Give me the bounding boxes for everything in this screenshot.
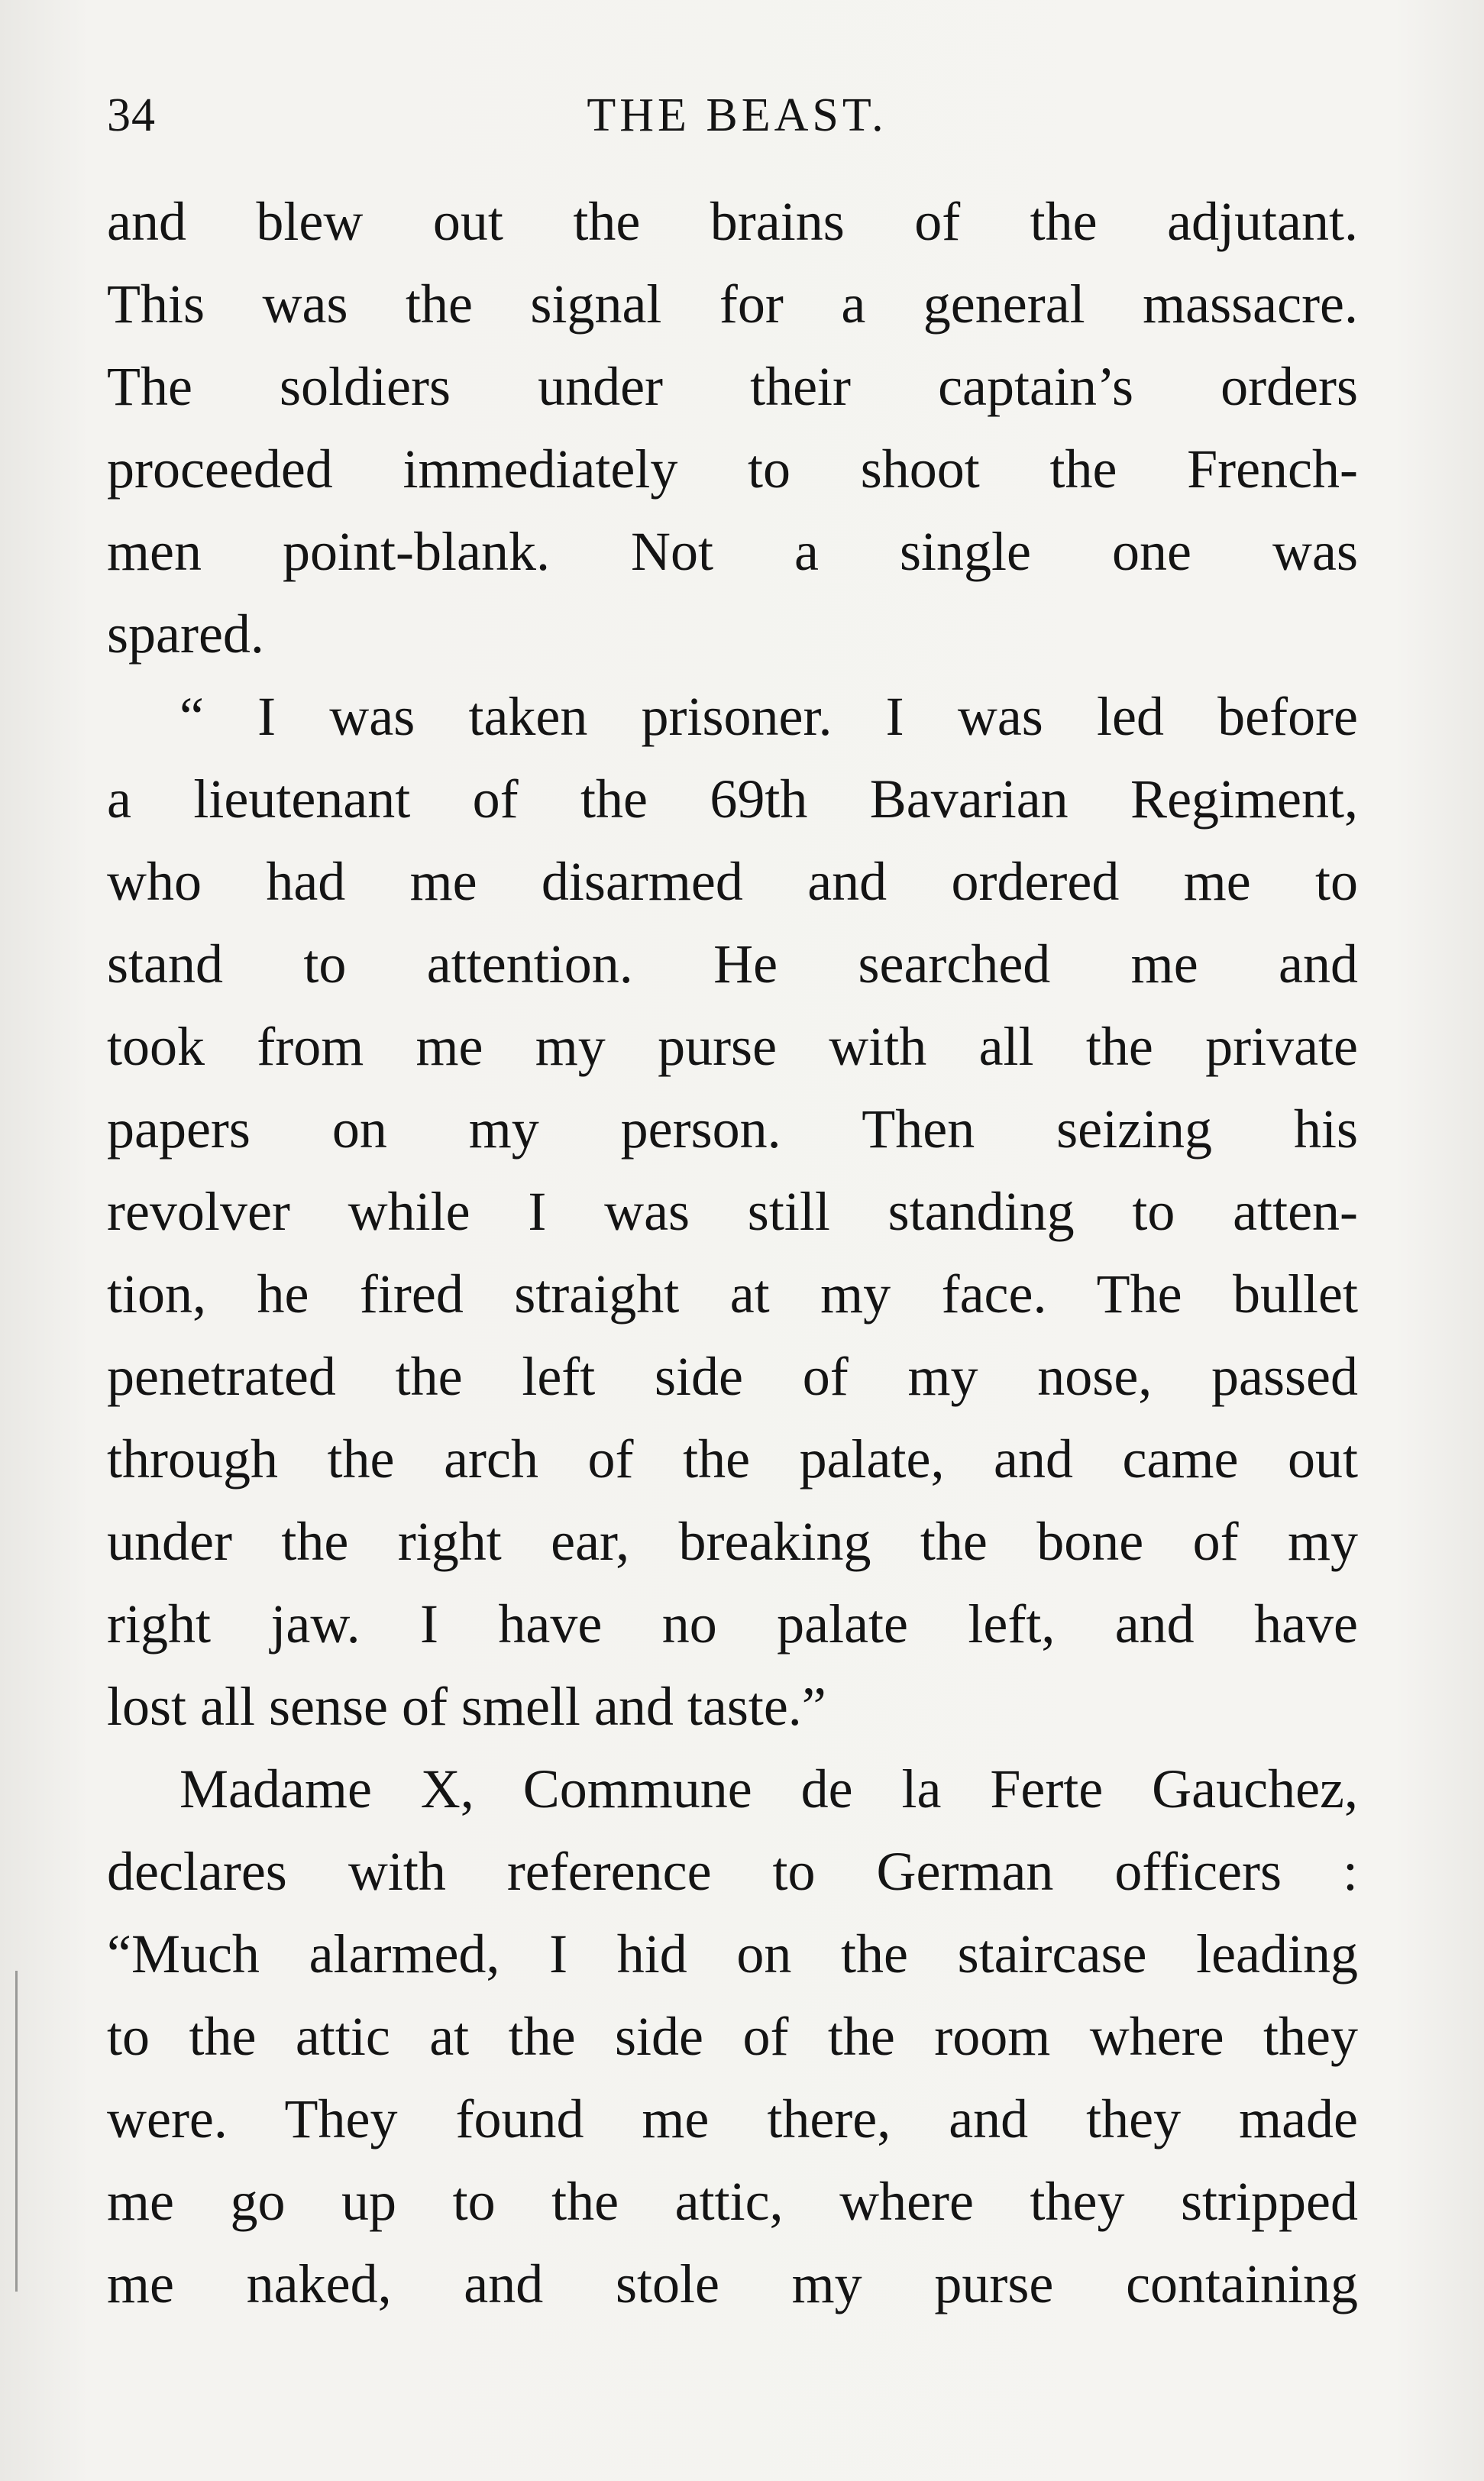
page-number: 34	[107, 89, 156, 141]
running-head: THE BEAST.	[587, 89, 887, 141]
body-text	[107, 180, 1358, 2325]
text-line: declares with reference to German officers :	[107, 1841, 1358, 1902]
text-line: men point-blank. Not a single one was	[107, 521, 1358, 582]
text-line: tion, he fired straight at my face. The bullet	[107, 1263, 1358, 1325]
text-line: and blew out the brains of the adjutant.	[107, 191, 1358, 252]
text-line: papers on my person. Then seizing his	[107, 1098, 1358, 1160]
text-line: Madame X, Commune de la Ferte Gauchez,	[179, 1758, 1358, 1820]
text-line: to the attic at the side of the room where they	[107, 2006, 1358, 2067]
text-line: lost all sense of smell and taste.”	[107, 1676, 826, 1737]
text-line: right jaw. I have no palate left, and have	[107, 1593, 1358, 1655]
text-line: The soldiers under their captain’s orders	[107, 356, 1358, 417]
text-line: me go up to the attic, where they stripped	[107, 2171, 1358, 2232]
text-line: proceeded immediately to shoot the French-	[107, 438, 1358, 500]
text-line: under the right ear, breaking the bone of my	[107, 1511, 1358, 1572]
text-line: me naked, and stole my purse containing	[107, 2253, 1358, 2314]
page-edge-mark	[15, 1971, 18, 2292]
text-line: spared.	[107, 603, 264, 665]
text-line: a lieutenant of the 69th Bavarian Regiment,	[107, 768, 1358, 830]
text-line: were. They found me there, and they made	[107, 2088, 1358, 2149]
text-line: through the arch of the palate, and came out	[107, 1428, 1358, 1490]
text-line: This was the signal for a general massacre.	[107, 273, 1358, 335]
page-header	[107, 81, 1367, 150]
text-line: revolver while I was still standing to atten-	[107, 1181, 1358, 1242]
text-line: stand to attention. He searched me and	[107, 933, 1358, 995]
text-line: who had me disarmed and ordered me to	[107, 851, 1358, 912]
text-line: took from me my purse with all the private	[107, 1016, 1358, 1077]
text-line: “ I was taken prisoner. I was led before	[179, 686, 1358, 747]
text-line: “Much alarmed, I hid on the staircase leading	[107, 1923, 1358, 1984]
text-line: penetrated the left side of my nose, passed	[107, 1346, 1358, 1407]
